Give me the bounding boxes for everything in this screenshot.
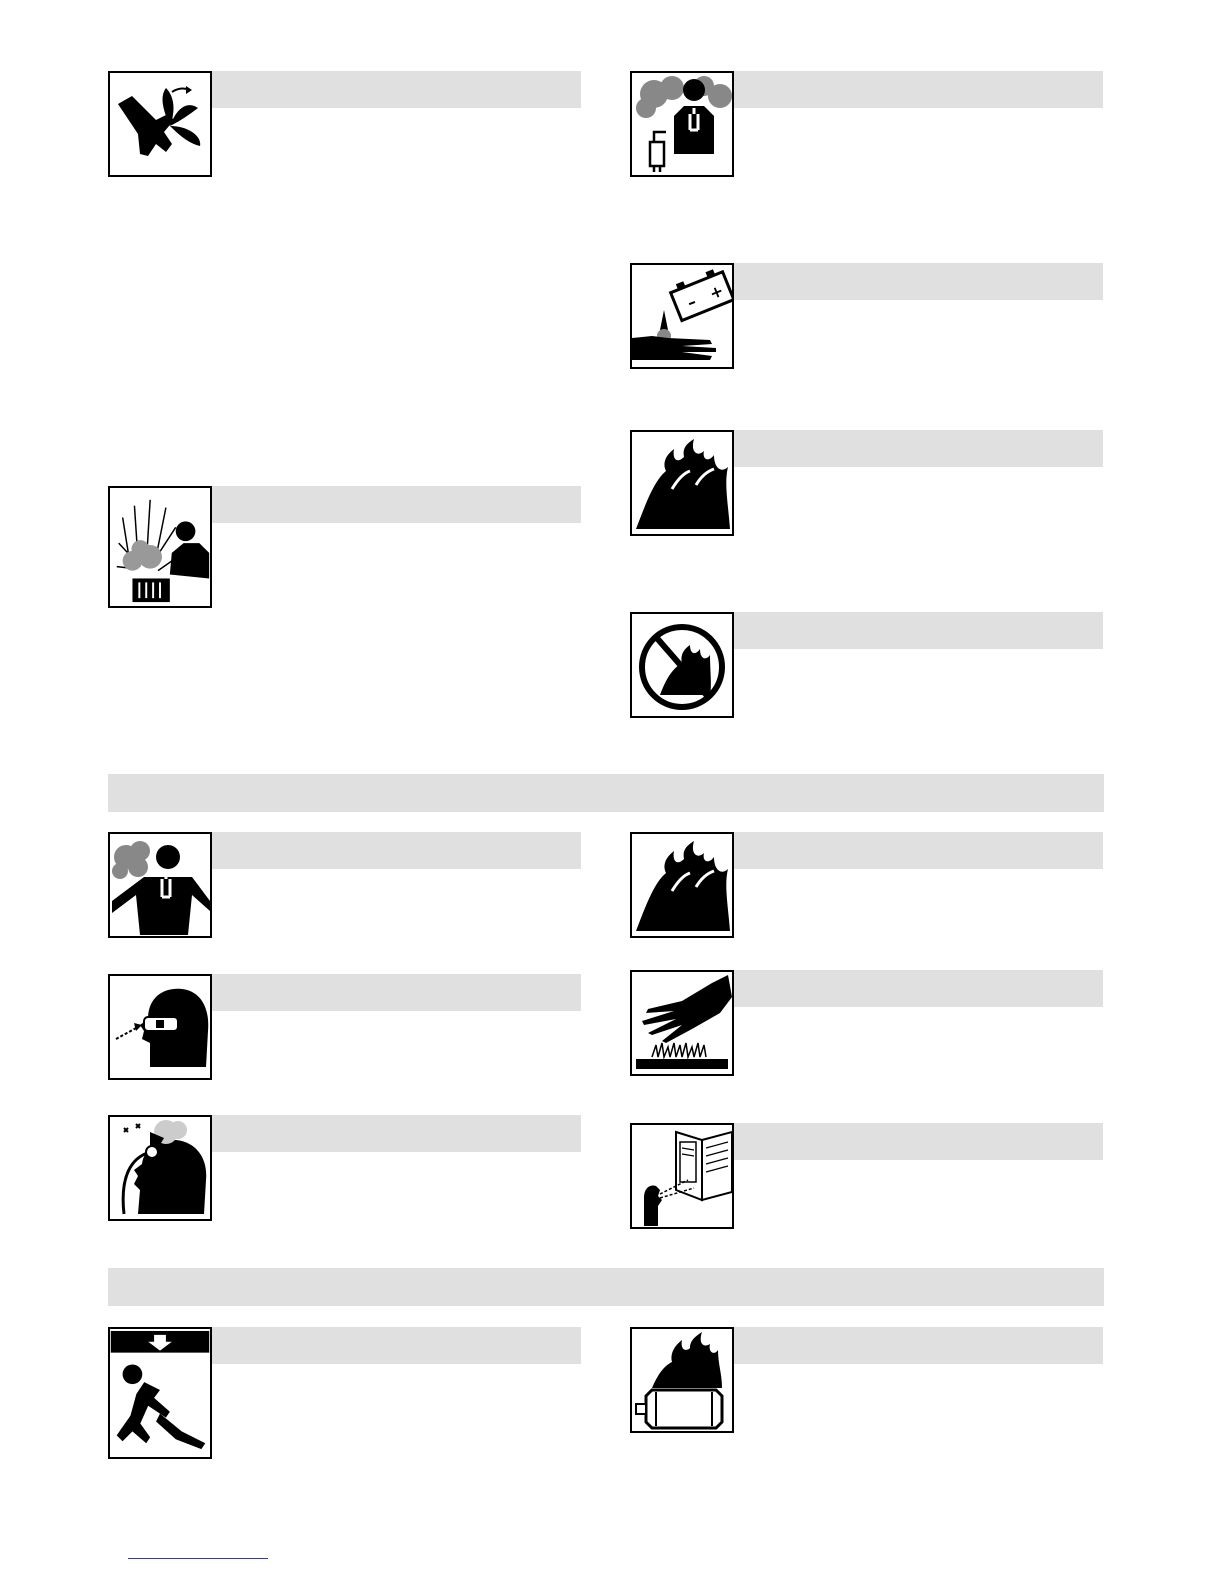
hazard-title-bar [212,1115,581,1152]
hazard-title-bar [734,612,1103,649]
battery-explosion-icon [108,486,212,608]
hazard-title [734,612,1103,628]
fumes-person-icon [108,832,212,938]
exhaust-fumes-person-icon [630,71,734,177]
hazard-title-bar [212,832,581,869]
safety-glasses-face-icon [108,974,212,1080]
svg-text:+: + [706,280,727,304]
section-header [108,1268,1104,1306]
section-header [108,774,1104,812]
hazard-title-bar [734,430,1103,467]
hand-fan-blade-icon [108,71,212,177]
no-flame-prohibition-icon [630,612,734,718]
hazard-title [212,974,581,990]
hazard-title-bar [212,1327,581,1364]
hazard-title [212,486,581,502]
hazard-title [212,832,581,848]
hazard-title-bar [212,71,581,108]
hazard-title-bar [212,974,581,1011]
hazard-title-bar [212,486,581,523]
svg-text:–: – [684,291,699,313]
hazard-title-bar [734,832,1103,869]
hazard-title [734,1123,1103,1139]
read-manual-icon [630,1123,734,1229]
hazard-title [734,970,1103,986]
hazard-title-bar [734,970,1103,1007]
hazard-title [734,263,1103,279]
motor-fire-icon [630,1327,734,1433]
hazard-title-bar [734,1123,1103,1160]
hazard-title-bar [734,263,1103,300]
flames-icon [630,832,734,938]
electric-shock-head-icon [108,1115,212,1221]
hazard-title [734,71,1103,87]
hazard-title [212,1327,581,1343]
falling-equipment-person-icon [108,1327,212,1459]
footer-link-underline[interactable] [128,1558,268,1559]
section-title [108,1268,1104,1286]
hazard-title [212,71,581,87]
hazard-title [734,832,1103,848]
section-title [108,774,1104,792]
flames-icon [630,430,734,536]
hazard-title [734,430,1103,446]
hazard-title [212,1115,581,1131]
hazard-title [734,1327,1103,1343]
hazard-title-bar [734,71,1103,108]
hot-surface-hand-icon [630,970,734,1076]
battery-acid-hand-icon [630,263,734,369]
hazard-title-bar [734,1327,1103,1364]
